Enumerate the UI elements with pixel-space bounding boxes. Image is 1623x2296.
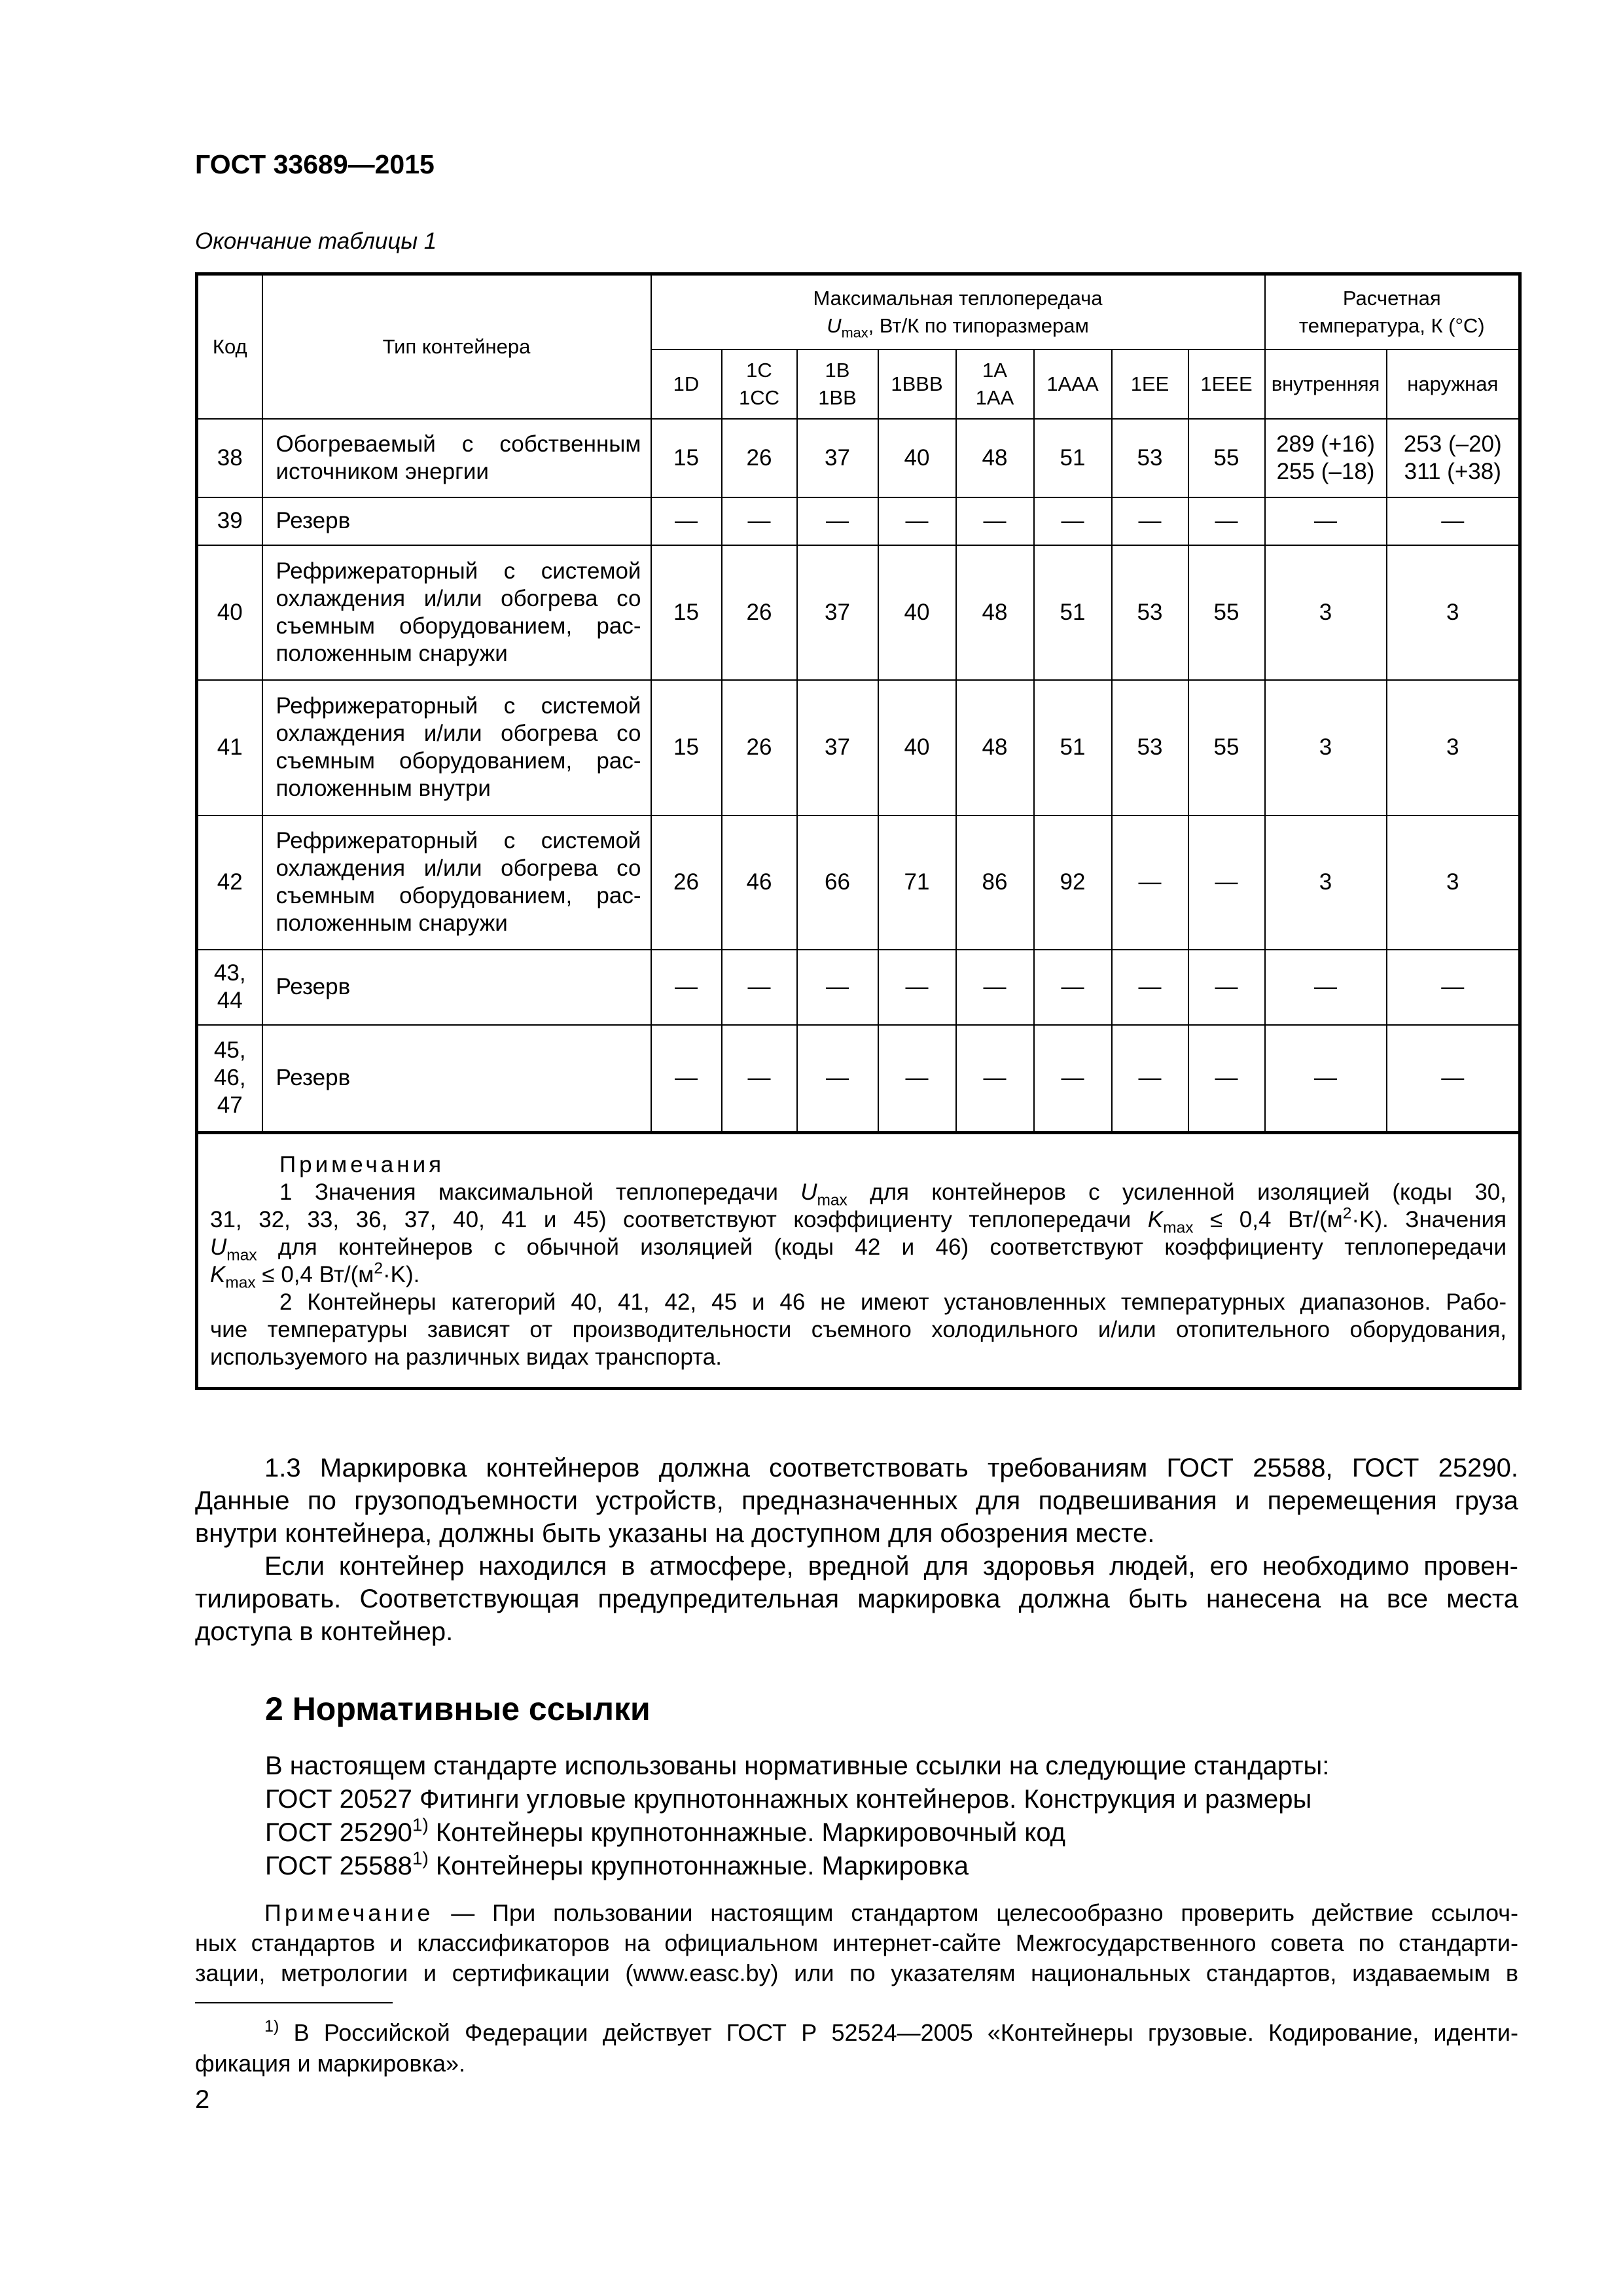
paragraph-line: доступа в контейнер. (195, 1617, 454, 1646)
symbol: K (210, 1262, 226, 1287)
header-umax-line1: Максимальная теплопередача (813, 286, 1103, 310)
script-text: max (1163, 1219, 1194, 1237)
size-header: 1EE (1112, 350, 1188, 419)
note-line (210, 1289, 1507, 1316)
note-label: Примечание (264, 1899, 434, 1926)
umax-value: 53 (1112, 419, 1188, 497)
umax-sub: max (841, 324, 868, 341)
note-line (195, 1928, 1518, 1958)
umax-value: 26 (722, 545, 797, 680)
umax-value: — (1034, 1025, 1112, 1133)
reference-code: ГОСТ 25588 (265, 1852, 412, 1880)
note-line (210, 1259, 1507, 1292)
container-heat-transfer-table (195, 272, 1522, 1390)
temp-outer-value: 253 (–20) 311 (+38) (1387, 419, 1520, 497)
temp-outer-value: 3 (1387, 816, 1520, 950)
row-code: 38 (197, 419, 262, 497)
page-number: 2 (195, 2085, 210, 2114)
type-line: Рефрижераторный с системой (276, 558, 641, 584)
temp-inner-header: внутренняя (1265, 350, 1387, 419)
reference-title: Контейнеры крупнотоннажные. Маркировка (428, 1852, 969, 1880)
text-run: используемого на различных видах транспорта. (210, 1344, 722, 1370)
text-run: ≤ 0,4 Вт/(м (1193, 1207, 1343, 1232)
umax-value: 15 (651, 419, 722, 497)
row-type (262, 680, 651, 816)
umax-value: 86 (956, 816, 1034, 950)
umax-value: 51 (1034, 680, 1112, 816)
script-text: 2 (1342, 1204, 1352, 1223)
text-run: ≤ 0,4 Вт/(м (255, 1262, 374, 1287)
text-run: для контейнеров с обычной изоляцией (коды 42 и 46) соответствуют коэффициенту теплопередачи (257, 1234, 1507, 1260)
umax-value: — (1034, 497, 1112, 545)
note-line (195, 1898, 1518, 1928)
text-run: чие температуры зависят от производительности съемного холодильного и/или отопительного оборудования, (210, 1317, 1507, 1342)
umax-value: 51 (1034, 419, 1112, 497)
type-line: съемным оборудованием, рас- (276, 883, 641, 908)
umax-value: — (1188, 497, 1265, 545)
footnote-mark: 1) (412, 1814, 429, 1835)
size-header: 1A 1AA (956, 350, 1034, 419)
umax-value: 48 (956, 545, 1034, 680)
header-umax (651, 274, 1265, 350)
temp-outer-value: — (1387, 1025, 1520, 1133)
umax-value: 15 (651, 545, 722, 680)
header-code: Код (197, 274, 262, 419)
table-caption: Окончание таблицы 1 (195, 228, 437, 254)
note-line (210, 1234, 1507, 1265)
type-line: Резерв (276, 1065, 351, 1091)
umax-value: 92 (1034, 816, 1112, 950)
type-line: охлаждения и/или обогрева со (276, 721, 641, 746)
umax-value: — (797, 950, 878, 1025)
row-type (262, 816, 651, 950)
table-row (197, 419, 1520, 497)
umax-value: 26 (722, 419, 797, 497)
references-intro: В настоящем стандарте использованы нормативные ссылки на следующие стандарты: (265, 1751, 1330, 1780)
table-row (197, 1025, 1520, 1133)
header-row (197, 274, 1520, 350)
type-line: положенным внутри (276, 776, 491, 801)
text-run: ·K). Значения (1351, 1207, 1507, 1232)
umax-value: 66 (797, 816, 878, 950)
temp-inner-value: — (1265, 497, 1387, 545)
type-line: источником энергии (276, 458, 489, 484)
umax-value: 40 (878, 545, 956, 680)
row-type (262, 950, 651, 1025)
note-line (210, 1179, 1507, 1210)
umax-value: — (1188, 950, 1265, 1025)
temp-inner-value: — (1265, 1025, 1387, 1133)
document-header: ГОСТ 33689—2015 (195, 149, 435, 179)
section-heading: 2 Нормативные ссылки (265, 1691, 651, 1727)
text-run: 31, 32, 33, 36, 37, 40, 41 и 45) соответствуют коэффициенту теплопередачи (210, 1207, 1148, 1232)
umax-value: 37 (797, 680, 878, 816)
text-run: ·K). (383, 1262, 420, 1287)
size-header: 1AAA (1034, 350, 1112, 419)
type-line: положенным снаружи (276, 910, 508, 936)
notes-row (197, 1133, 1520, 1389)
note-text: — При пользовании настоящим стандартом целесообразно проверить действие ссылоч- (433, 1899, 1518, 1926)
table-row (197, 950, 1520, 1025)
umax-value: 48 (956, 680, 1034, 816)
paragraph-line: 1.3 Маркировка контейнеров должна соответствовать требованиям ГОСТ 25588, ГОСТ 25290. (264, 1454, 1518, 1482)
references-note (195, 1898, 1518, 1988)
table-row (197, 497, 1520, 545)
umax-value: 26 (722, 680, 797, 816)
umax-value: 55 (1188, 419, 1265, 497)
size-header: 1BBB (878, 350, 956, 419)
paragraph-line: внутри контейнера, должны быть указаны на доступном для обозрения месте. (195, 1519, 1155, 1548)
umax-symbol: U (827, 314, 842, 337)
type-line: съемным оборудованием, рас- (276, 613, 641, 639)
paragraph-line: тилировать. Соответствующая предупредительная маркировка должна быть нанесена на все места (195, 1585, 1518, 1613)
script-text: max (226, 1246, 257, 1265)
row-code: 45, 46, 47 (197, 1025, 262, 1133)
umax-value: — (956, 950, 1034, 1025)
umax-value: — (1112, 497, 1188, 545)
umax-value: 51 (1034, 545, 1112, 680)
row-type (262, 545, 651, 680)
umax-value: 15 (651, 680, 722, 816)
script-text: max (817, 1191, 847, 1210)
umax-value: — (651, 1025, 722, 1133)
row-type (262, 497, 651, 545)
type-line: Резерв (276, 508, 351, 533)
umax-value: — (1188, 1025, 1265, 1133)
type-line: положенным снаружи (276, 640, 508, 666)
header-temperature: Расчетная температура, К (°С) (1265, 274, 1520, 350)
symbol: K (1147, 1207, 1164, 1232)
note-line (210, 1204, 1507, 1237)
umax-value: — (722, 1025, 797, 1133)
type-line: охлаждения и/или обогрева со (276, 855, 641, 881)
size-header: 1EEE (1188, 350, 1265, 419)
reference-item (265, 1850, 1329, 1883)
row-code: 43, 44 (197, 950, 262, 1025)
row-code: 40 (197, 545, 262, 680)
umax-value: 37 (797, 545, 878, 680)
note-line (210, 1344, 1507, 1371)
table-row (197, 680, 1520, 816)
footnote-line (195, 2017, 1518, 2048)
note-line (210, 1316, 1507, 1344)
footnote-text: В Российской Федерации действует ГОСТ Р 52524—2005 «Контейнеры грузовые. Кодирование, иденти- (279, 2019, 1518, 2046)
umax-value: — (651, 950, 722, 1025)
type-line: Резерв (276, 974, 351, 999)
umax-value: 55 (1188, 680, 1265, 816)
temp-outer-value: — (1387, 950, 1520, 1025)
temp-outer-header: наружная (1387, 350, 1520, 419)
reference-title: Контейнеры крупнотоннажные. Маркировочный код (428, 1818, 1066, 1847)
note-line (195, 1958, 1518, 1988)
text-run: 2 Контейнеры категорий 40, 41, 42, 45 и 46 не имеют установленных температурных диапазонов. Рабо- (279, 1289, 1507, 1315)
umax-value: 26 (651, 816, 722, 950)
temp-inner-value: 3 (1265, 816, 1387, 950)
text-run: 1 Значения максимальной теплопередачи (279, 1179, 801, 1205)
row-type (262, 419, 651, 497)
size-header: 1D (651, 350, 722, 419)
umax-value: — (1034, 950, 1112, 1025)
umax-value: — (878, 1025, 956, 1133)
normative-references (265, 1749, 1329, 1883)
reference-item (265, 1783, 1329, 1816)
temp-inner-value: 3 (1265, 545, 1387, 680)
reference-item (265, 1816, 1329, 1850)
note-text: зации, метрологии и сертификации (www.easc.by) или по указателям национальных стандартов, издаваемым в (195, 1960, 1518, 1986)
umax-value: 53 (1112, 680, 1188, 816)
reference-title: Фитинги угловые крупнотоннажных контейнеров. Конструкция и размеры (412, 1785, 1312, 1814)
umax-value: — (722, 497, 797, 545)
paragraph-line: Данные по грузоподъемности устройств, предназначенных для подвешивания и перемещения груза (195, 1486, 1518, 1515)
temp-outer-value: — (1387, 497, 1520, 545)
umax-value: 46 (722, 816, 797, 950)
umax-value: — (878, 950, 956, 1025)
header-umax-rest: , Вт/К по типоразмерам (868, 314, 1089, 337)
umax-value: 55 (1188, 545, 1265, 680)
row-type (262, 1025, 651, 1133)
script-text: max (225, 1274, 256, 1292)
umax-value: — (722, 950, 797, 1025)
type-line: охлаждения и/или обогрева со (276, 585, 641, 611)
umax-value: 40 (878, 419, 956, 497)
reference-code: ГОСТ 25290 (265, 1818, 412, 1847)
footnote-divider (195, 2002, 393, 2003)
size-header: 1B 1BB (797, 350, 878, 419)
umax-value: — (1112, 1025, 1188, 1133)
symbol: U (800, 1179, 817, 1205)
footnote-text: фикация и маркировка». (195, 2050, 466, 2077)
umax-value: 37 (797, 419, 878, 497)
umax-value: — (956, 1025, 1034, 1133)
umax-value: — (878, 497, 956, 545)
umax-value: 71 (878, 816, 956, 950)
symbol: U (210, 1234, 227, 1260)
umax-value: — (797, 497, 878, 545)
footnote (195, 2017, 1518, 2079)
umax-value: — (651, 497, 722, 545)
temp-inner-value: — (1265, 950, 1387, 1025)
umax-value: — (1112, 816, 1188, 950)
footnote-mark: 1) (412, 1848, 429, 1869)
umax-value: — (1188, 816, 1265, 950)
text-run: для контейнеров с усиленной изоляцией (коды 30, (847, 1179, 1507, 1205)
notes-title: Примечания (279, 1152, 445, 1177)
temp-outer-value: 3 (1387, 545, 1520, 680)
row-code: 39 (197, 497, 262, 545)
reference-code: ГОСТ 20527 (265, 1785, 412, 1814)
type-line: съемным оборудованием, рас- (276, 748, 641, 774)
note-text: ных стандартов и классификаторов на официальном интернет-сайте Межгосударственного совета по стандарти- (195, 1929, 1518, 1956)
table-row (197, 545, 1520, 680)
umax-value: 48 (956, 419, 1034, 497)
umax-value: — (797, 1025, 878, 1133)
umax-value: — (1112, 950, 1188, 1025)
script-text: 2 (374, 1259, 383, 1278)
temp-inner-value: 3 (1265, 680, 1387, 816)
header-type: Тип контейнера (262, 274, 651, 419)
table-notes (197, 1133, 1520, 1389)
type-line: Рефрижераторный с системой (276, 693, 641, 719)
size-header: 1C 1CC (722, 350, 797, 419)
type-line: Рефрижераторный с системой (276, 828, 641, 853)
temp-outer-value: 3 (1387, 680, 1520, 816)
umax-value: 40 (878, 680, 956, 816)
footnote-mark: 1) (264, 2017, 279, 2036)
umax-value: 53 (1112, 545, 1188, 680)
temp-inner-value: 289 (+16) 255 (–18) (1265, 419, 1387, 497)
type-line: Обогреваемый с собственным (276, 431, 641, 457)
row-code: 42 (197, 816, 262, 950)
section-1-3-text (195, 1452, 1518, 1648)
row-code: 41 (197, 680, 262, 816)
umax-value: — (956, 497, 1034, 545)
paragraph-line: Если контейнер находился в атмосфере, вредной для здоровья людей, его необходимо провен- (264, 1552, 1518, 1581)
footnote-line (195, 2048, 1518, 2079)
table-row (197, 816, 1520, 950)
